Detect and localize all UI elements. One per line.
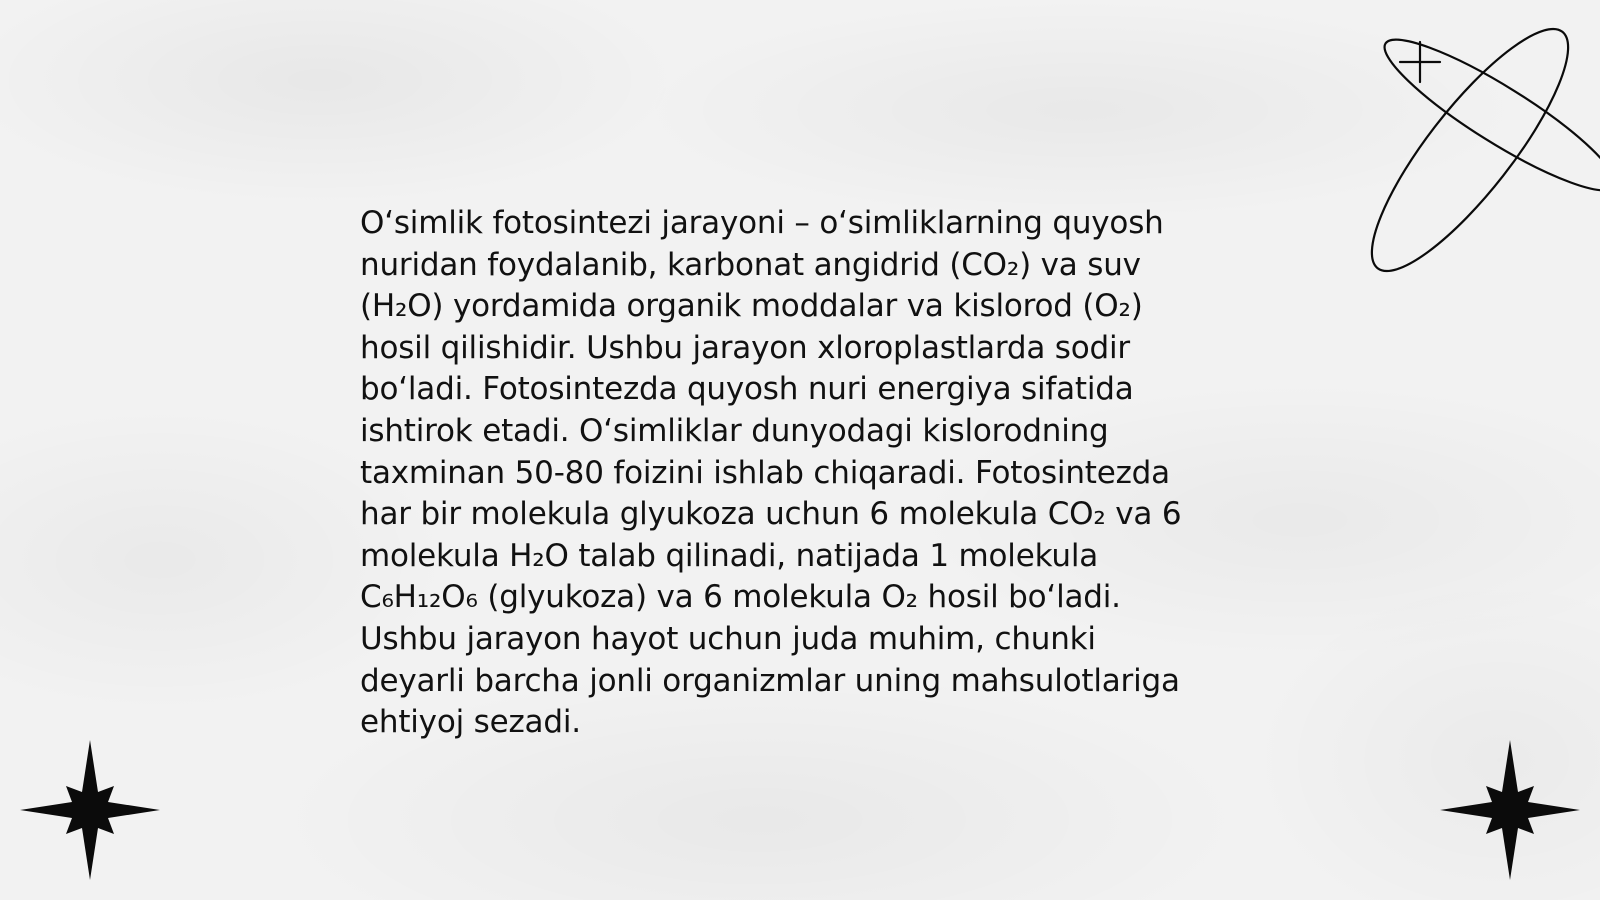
body-line: O‘simlik fotosintezi jarayoni – o‘simliklarning quyosh (360, 205, 1164, 241)
body-line: hosil qilishidir. Ushbu jarayon xloroplastlarda sodir (360, 329, 1130, 366)
orbit-decoration-icon (1340, 0, 1600, 300)
body-line: ehtiyoj sezadi. (360, 704, 581, 741)
body-line: molekula H₂O talab qilinadi, natijada 1 molekula (360, 537, 1099, 574)
body-line: nuridan foydalanib, karbonat angidrid (CO₂) va suv (360, 246, 1141, 283)
body-line: deyarli barcha jonli organizmlar uning mahsulotlariga (360, 662, 1180, 699)
body-line: (H₂O) yordamida organik moddalar va kislorod (O₂) (360, 288, 1143, 325)
slide-body-text (360, 203, 1260, 744)
body-line: bo‘ladi. Fotosintezda quyosh nuri energiya sifatida (360, 371, 1134, 408)
sparkle-star-icon (1440, 740, 1580, 880)
body-line: Ushbu jarayon hayot uchun juda muhim, chunki (360, 620, 1096, 657)
body-line: ishtirok etadi. O‘simliklar dunyodagi kislorodning (360, 412, 1109, 449)
sparkle-star-icon (20, 740, 160, 880)
body-line: taxminan 50-80 foizini ishlab chiqaradi. Fotosintezda (360, 454, 1170, 491)
body-line: C₆H₁₂O₆ (glyukoza) va 6 molekula O₂ hosil bo‘ladi. (360, 579, 1121, 616)
body-line: har bir molekula glyukoza uchun 6 molekula CO₂ va 6 (360, 496, 1182, 533)
